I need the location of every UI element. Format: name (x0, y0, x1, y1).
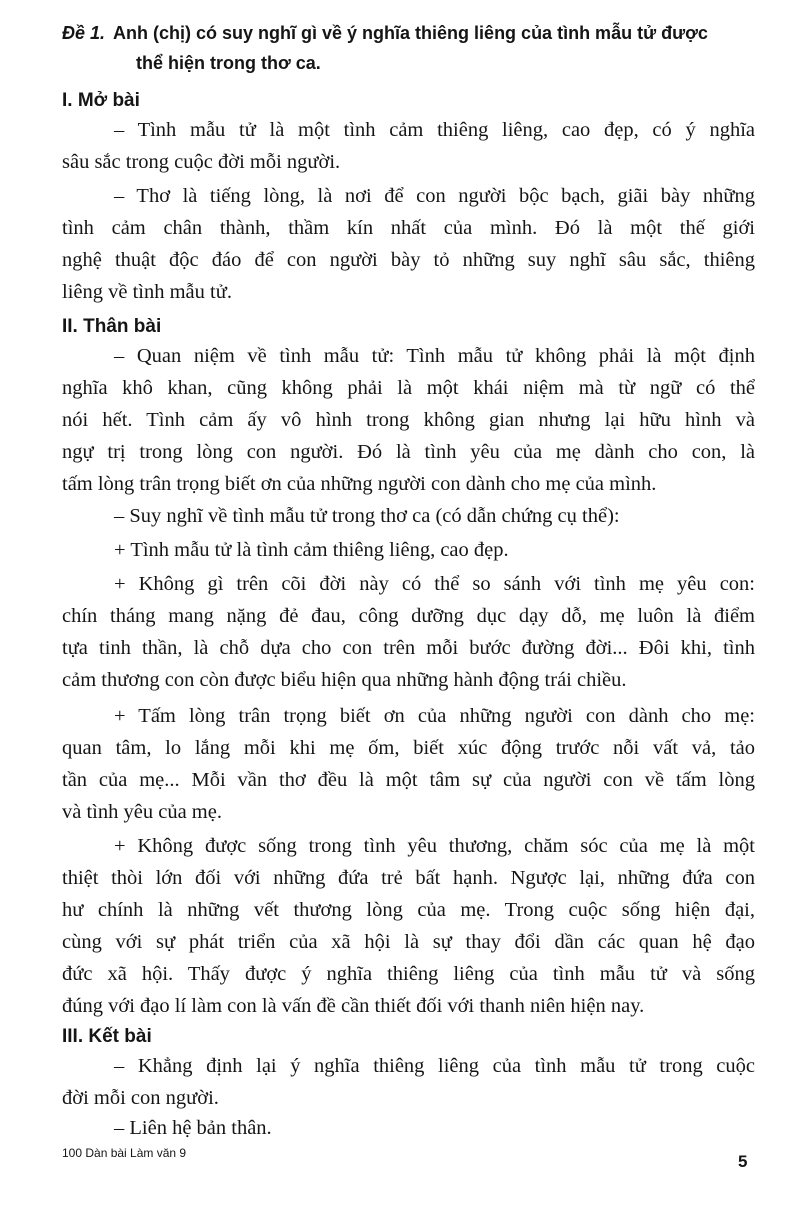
text-line: tựa tinh thần, là chỗ dựa cho con trên mỗi bước đường đời... Đôi khi, tình (62, 637, 755, 659)
text-line: thiệt thòi lớn đối với những đứa trẻ bất hạnh. Ngược lại, những đứa con (62, 867, 755, 889)
text-line: chín tháng mang nặng đẻ đau, công dưỡng dục dạy dỗ, mẹ luôn là điểm (62, 605, 755, 627)
heading-conclusion: III. Kết bài (62, 1026, 152, 1047)
text-line: cùng với sự phát triển của xã hội là sự thay đổi dần các quan hệ đạo (62, 931, 755, 953)
text-line: cảm thương con còn được biểu hiện qua những hành động trái chiều. (62, 669, 627, 691)
text-line: sâu sắc trong cuộc đời mỗi người. (62, 151, 341, 173)
text-line: tần của mẹ... Mỗi vần thơ đều là một tâm sự của người con về tấm lòng (62, 769, 755, 791)
question-title-line-2: thể hiện trong thơ ca. (136, 53, 321, 73)
paragraph (62, 568, 755, 696)
question-title (62, 18, 762, 78)
text-line: nghĩa khô khan, cũng không phải là một khái niệm mà từ ngữ có thể (62, 377, 755, 399)
text-line: quan tâm, lo lắng mỗi khi mẹ ốm, biết xúc động trước nỗi vất vả, tảo (62, 737, 755, 759)
paragraph (62, 700, 755, 828)
paragraph (62, 534, 755, 566)
paragraph (62, 114, 755, 178)
text-line: và tình yêu của mẹ. (62, 801, 222, 823)
book-title-footer: 100 Dàn bài Làm văn 9 (62, 1146, 187, 1160)
text-line: – Liên hệ bản thân. (114, 1117, 272, 1139)
text-line: hư chính là những vết thương lòng của mẹ. Trong cuộc sống hiện đại, (62, 899, 755, 921)
text-line: đúng với đạo lí làm con là vấn đề cần thiết đối với thanh niên hiện nay. (62, 995, 645, 1017)
text-line: + Không được sống trong tình yêu thương, chăm sóc của mẹ là một (114, 835, 755, 857)
question-title-line-1: Anh (chị) có suy nghĩ gì về ý nghĩa thiêng liêng của tình mẫu tử được (113, 23, 708, 43)
text-line: tấm lòng trân trọng biết ơn của những người con dành cho mẹ của mình. (62, 473, 657, 495)
text-line: tình cảm chân thành, thầm kín nhất của mình. Đó là một thế giới (62, 217, 755, 239)
text-line: – Suy nghĩ về tình mẫu tử trong thơ ca (có dẫn chứng cụ thể): (114, 505, 620, 527)
paragraph (62, 340, 755, 500)
text-line: – Thơ là tiếng lòng, là nơi để con người bộc bạch, giãi bày những (114, 185, 755, 207)
text-line: + Tấm lòng trân trọng biết ơn của những người con dành cho mẹ: (114, 705, 755, 727)
text-line: + Không gì trên cõi đời này có thể so sánh với tình mẹ yêu con: (114, 573, 755, 595)
text-line: – Quan niệm về tình mẫu tử: Tình mẫu tử không phải là một định (114, 345, 755, 367)
page-number: 5 (738, 1152, 748, 1171)
paragraph (62, 1112, 755, 1144)
paragraph (62, 1050, 755, 1114)
text-line: liêng về tình mẫu tử. (62, 281, 232, 303)
text-line: nói hết. Tình cảm ấy vô hình trong không gian nhưng lại hữu hình và (62, 409, 755, 431)
paragraph (62, 830, 755, 1022)
text-line: – Tình mẫu tử là một tình cảm thiêng liêng, cao đẹp, có ý nghĩa (114, 119, 755, 141)
text-line: đức xã hội. Thấy được ý nghĩa thiêng liêng của tình mẫu tử và sống (62, 963, 755, 985)
paragraph (62, 500, 755, 532)
text-line: – Khẳng định lại ý nghĩa thiêng liêng của tình mẫu tử trong cuộc (114, 1055, 755, 1077)
text-line: nghệ thuật độc đáo để con người bày tỏ những suy nghĩ sâu sắc, thiêng (62, 249, 755, 271)
text-line: đời mỗi con người. (62, 1087, 219, 1109)
heading-body: II. Thân bài (62, 316, 162, 337)
text-line: + Tình mẫu tử là tình cảm thiêng liêng, cao đẹp. (114, 539, 509, 561)
question-number: Đề 1. (62, 23, 106, 43)
heading-introduction: I. Mở bài (62, 90, 140, 111)
text-line: ngự trị trong lòng con người. Đó là tình yêu của mẹ dành cho con, là (62, 441, 755, 463)
paragraph (62, 180, 755, 308)
